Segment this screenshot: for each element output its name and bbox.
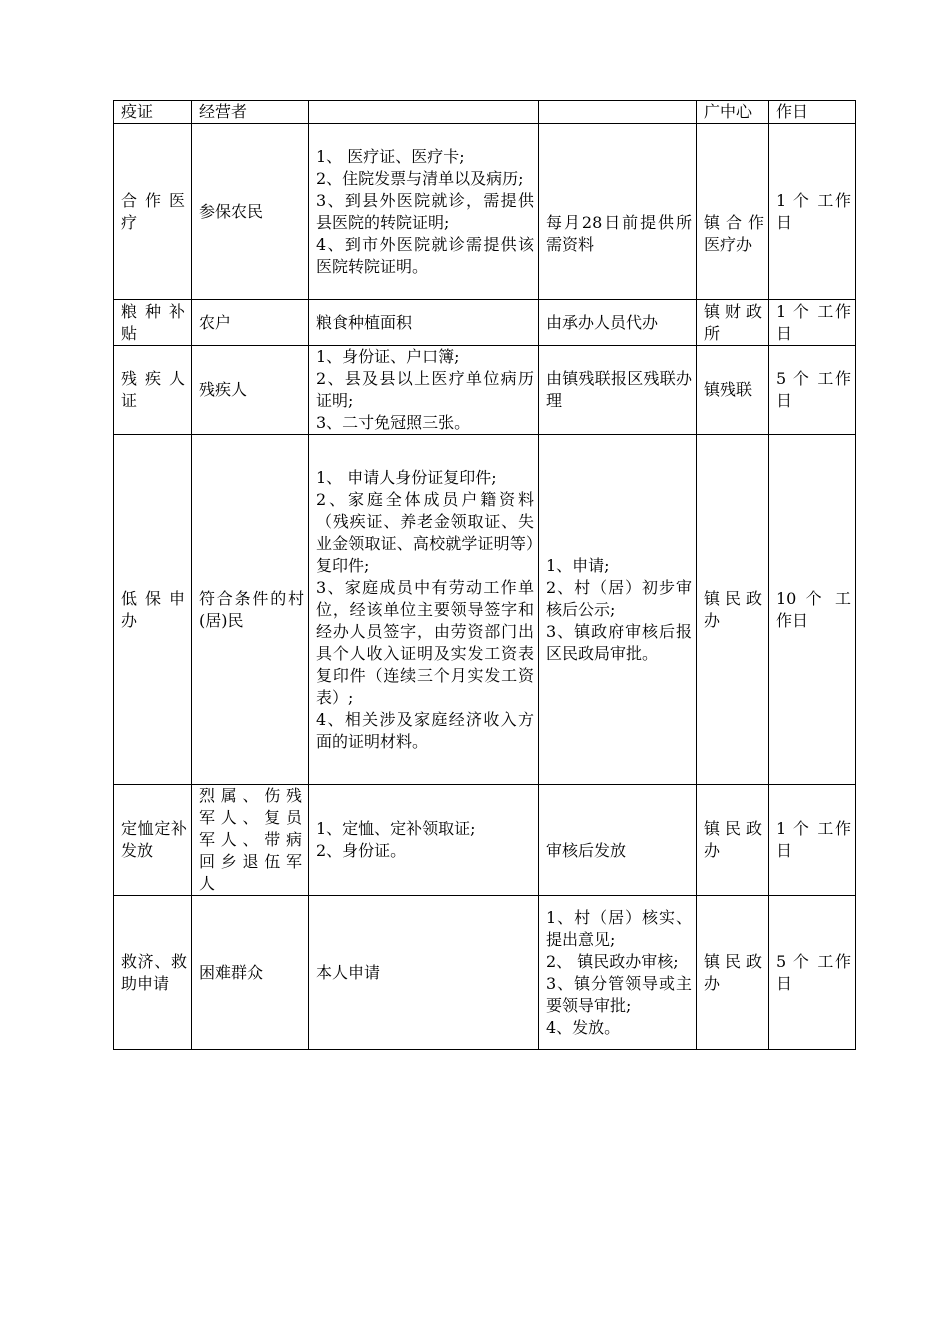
materials-item: 4、到市外医院就诊需提供该医院转院证明。 (316, 234, 534, 276)
service-cell: 残疾人证 (114, 346, 192, 435)
procedure-cell (539, 435, 697, 785)
materials-cell (309, 101, 539, 124)
materials-cell: 粮食种植面积 (309, 300, 539, 346)
materials-item: 1、 申请人身份证复印件; (316, 467, 497, 487)
procedure-item: 2、 镇民政办审核; (546, 951, 679, 971)
materials-cell: 本人申请 (309, 896, 539, 1050)
materials-item: 2、家庭全体成员户籍资料（残疾证、养老金领取证、失业金领取证、高校就学证明等）复印件; (316, 489, 534, 575)
service-cell: 疫证 (114, 101, 192, 124)
table-row (114, 124, 856, 300)
table-row (114, 435, 856, 785)
materials-item: 3、到县外医院就诊，需提供县医院的转院证明; (316, 190, 534, 232)
applicant-cell: 困难群众 (192, 896, 309, 1050)
department-cell: 镇民政办 (697, 785, 769, 896)
procedure-item: 3、镇分管领导或主要领导审批; (546, 973, 692, 1015)
department-cell: 广中心 (697, 101, 769, 124)
services-table (113, 100, 856, 1050)
service-cell: 合作医疗 (114, 124, 192, 300)
department-cell: 镇民政办 (697, 896, 769, 1050)
procedure-item: 4、发放。 (546, 1017, 621, 1037)
materials-cell (309, 124, 539, 300)
time-limit-cell: 5 个 工作日 (769, 896, 856, 1050)
materials-item: 1、 医疗证、医疗卡; (316, 146, 465, 166)
table-row (114, 346, 856, 435)
materials-item: 3、二寸免冠照三张。 (316, 413, 471, 432)
procedure-item: 1、村（居）核实、提出意见; (546, 907, 692, 949)
department-cell: 镇残联 (697, 346, 769, 435)
time-limit-cell: 10 个 工作日 (769, 435, 856, 785)
time-limit-cell: 1 个 工作日 (769, 300, 856, 346)
procedure-cell: 由镇残联报区残联办理 (539, 346, 697, 435)
materials-item: 1、定恤、定补领取证; (316, 819, 476, 838)
applicant-cell: 烈属、伤残军人、复员军人、带病回乡退伍军人 (192, 785, 309, 896)
time-limit-cell: 1 个 工作日 (769, 785, 856, 896)
procedure-cell (539, 101, 697, 124)
time-limit-cell: 1 个 工作日 (769, 124, 856, 300)
applicant-cell: 符合条件的村(居)民 (192, 435, 309, 785)
applicant-cell: 农户 (192, 300, 309, 346)
procedure-cell (539, 896, 697, 1050)
materials-item: 2、县及县以上医疗单位病历证明; (316, 369, 534, 410)
applicant-cell: 残疾人 (192, 346, 309, 435)
materials-cell (309, 346, 539, 435)
materials-item: 2、身份证。 (316, 841, 407, 860)
procedure-cell: 由承办人员代办 (539, 300, 697, 346)
service-cell: 救济、救助申请 (114, 896, 192, 1050)
procedure-cell: 每月28日前提供所需资料 (539, 124, 697, 300)
procedure-item: 1、申请; (546, 555, 610, 575)
table-row (114, 300, 856, 346)
materials-item: 4、相关涉及家庭经济收入方面的证明材料。 (316, 709, 534, 751)
procedure-item: 3、镇政府审核后报区民政局审批。 (546, 621, 692, 663)
time-limit-cell: 5 个 工作日 (769, 346, 856, 435)
procedure-cell: 审核后发放 (539, 785, 697, 896)
time-limit-cell: 作日 (769, 101, 856, 124)
materials-item: 2、住院发票与清单以及病历; (316, 168, 524, 188)
materials-cell (309, 435, 539, 785)
materials-item: 1、身份证、户口簿; (316, 347, 460, 366)
applicant-cell: 经营者 (192, 101, 309, 124)
materials-cell (309, 785, 539, 896)
department-cell: 镇财政所 (697, 300, 769, 346)
service-cell: 定恤定补发放 (114, 785, 192, 896)
service-cell: 低保申办 (114, 435, 192, 785)
department-cell: 镇合作医疗办 (697, 124, 769, 300)
procedure-item: 2、村（居）初步审核后公示; (546, 577, 692, 619)
applicant-cell: 参保农民 (192, 124, 309, 300)
table-row (114, 896, 856, 1050)
department-cell: 镇民政办 (697, 435, 769, 785)
table-row (114, 101, 856, 124)
service-cell: 粮种补贴 (114, 300, 192, 346)
table-row (114, 785, 856, 896)
materials-item: 3、家庭成员中有劳动工作单位，经该单位主要领导签字和经办人员签字，由劳资部门出具个人收入证明及实发工资表复印件（连续三个月实发工资表）; (316, 577, 534, 707)
